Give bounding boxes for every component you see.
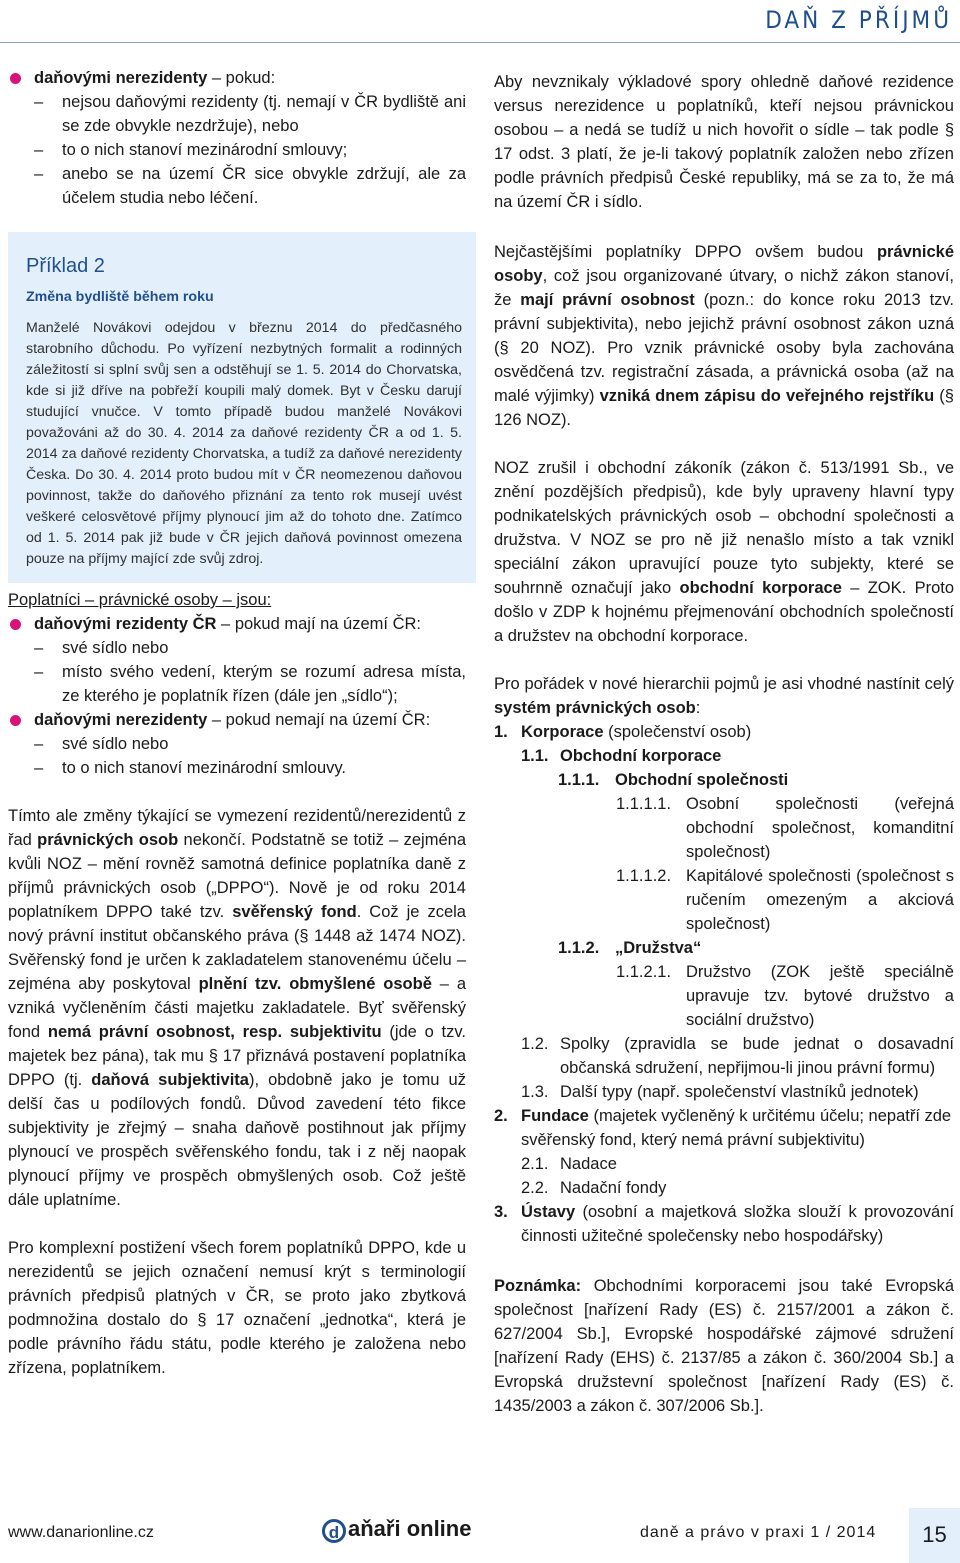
poplatnici-heading: Poplatníci – právnické osoby – jsou: — [8, 591, 272, 609]
footer-magazine: daně a právo v praxi 1 / 2014 — [640, 1524, 877, 1541]
example-subtitle: Změna bydliště během roku — [26, 289, 214, 305]
dash-item: – anebo se na území ČR sice obvykle zdržují, ale za účelem studia nebo léčení. — [8, 162, 466, 210]
logo-d-icon: d — [322, 1519, 346, 1543]
outline-item: 1.1.1.1. Osobní společnosti (veřejná obchodní společnost, komanditní společnost) — [616, 795, 954, 861]
paragraph-system: Pro pořádek v nové hierarchii pojmů je asi vhodné nastínit celý systém právnických osob: — [494, 675, 954, 717]
publisher-logo: d aňaři online — [322, 1516, 471, 1543]
outline-item: 1. Korporace (společenství osob) — [494, 723, 752, 741]
dash-item: – nejsou daňovými rezidenty (tj. nemají v ČR bydliště ani se zde obvykle nezdržuje), nebo — [8, 90, 466, 138]
note-paragraph: Poznámka: Obchodními korporacemi jsou také Evropská společnost [nařízení Rady (ES) č. 2157/2001 a zákon č. 627/2004 Sb.], Evropské hospodářské zájmové sdružení [nařízení Rady (EHS) č. 2137/85 a zákon č. 360/2004 Sb.] a Evropská družstevní společnost [nařízení Rady (ES) č. 1435/2003 a zákon č. 307/2006 Sb.]. — [494, 1277, 954, 1415]
dash-item: – své sídlo nebo — [8, 636, 466, 660]
example-title: Příklad 2 — [26, 255, 105, 277]
example-text: Manželé Novákovi odejdou v březnu 2014 do předčasného starobního důchodu. Po vyřízení nezbytných formalit a rodinných záležitostí si splní svůj sen a odstěhují se 1. 5. 2014 do Chorvatska, kde si již dříve na pobřeží koupili malý domek. Byt v Česku darují studující vnučce. V tomto případě budou manželé Novákovi považováni až do 30. 4. 2014 za daňové rezidenty ČR a od 1. 5. 2014 za daňové rezidenty Chorvatska, a tudíž za daňové nerezidenty Česka. Do 30. 4. 2014 proto budou mít v ČR neomezenou daňovou povinnost, takže do daňového přiznání za tento rok musejí uvést veškeré celosvětové příjmy plynoucí jim až do tohoto dne. Zatímco od 1. 5. 2014 pak již bude v ČR jejich daňová povinnost omezena pouze na příjmy mající zde svůj zdroj. — [26, 320, 462, 567]
bullet-nonresidents-individuals: daňovými nerezidenty – pokud: — [8, 66, 466, 90]
left-column-lower — [8, 588, 466, 1380]
outline-item: 2. Fundace (majetek vyčleněný k určitému účelu; nepatří zde svěřenský fond, který nemá právní subjektivitu) — [494, 1107, 952, 1149]
paragraph-trust-fund: Tímto ale změny týkající se vymezení rezidentů/nerezidentů z řad právnických osob nekončí. Podstatně se totiž – zejména kvůli NOZ – mění rovněž samotná definice poplatníka daně z příjmů právnických osob („DPPO“). Nově je od roku 2014 poplatníkem DPPO také tzv. svěřenský fond. Což je zcela nový právní institut občanského práva (§ 1448 až 1474 NOZ). Svěřenský fond je určen k zakladatelem stanovenému účelu – zejména aby poskytoval plnění tzv. obmyšlené osobě – a vzniká vyčleněním části majetku zakladatele. Byť svěřenský fond nemá právní osobnost, resp. subjektivitu (jde o tzv. majetek bez pána), tak mu § 17 přiznává postavení poplatníka DPPO (tj. daňová subjektivita), obdobně jako je tomu už delší čas u podílových fondů. Důvod zavedení této fikce subjektivity je zřejmý – snaha daňově postihnout jak příjmy plynoucí ve prospěch svěřenského fondu, tak i z něj naopak plynoucí příjmy ve prospěch obmyšlených osob. Což ještě dále uplatníme. — [8, 807, 466, 1209]
outline-item: 1.2. Spolky (zpravidla se bude jednat o dosavadní občanská sdružení, nepřijmou-li jinou právní formu) — [521, 1035, 954, 1077]
outline-item: 1.1.2. „Družstva“ — [558, 939, 702, 957]
outline-item: 1.1.2.1. Družstvo (ZOK ještě speciálně upravuje tzv. bytové družstvo a sociální družstvo) — [616, 963, 954, 1029]
outline-item: 1.3. Další typy (např. společenství vlastníků jednotek) — [521, 1083, 919, 1101]
outline-item: 3. Ústavy (osobní a majetková složka slouží k provozování činnosti užitečné společensky nebo hospodářsky) — [494, 1203, 954, 1245]
left-column — [8, 66, 466, 210]
example-box — [8, 232, 476, 583]
paragraph-jednotka: Pro komplexní postižení všech forem poplatníků DPPO, kde u nerezidentů se jejich označení nemusí krýt s terminologií právních předpisů platných v ČR, se proto jako zbytková podmnožina dostalo do § 17 označení „jednotka“, která je podle právního řádu státu, podle kterého je založena nebo zřízena, poplatníkem. — [8, 1239, 466, 1377]
section-title: DAŇ Z PŘÍJMŮ — [765, 6, 952, 34]
outline-item: 2.1. Nadace — [521, 1155, 617, 1173]
dash-item: – to o nich stanoví mezinárodní smlouvy. — [8, 756, 466, 780]
bullet-nonresidents-legal: daňovými nerezidenty – pokud nemají na území ČR: — [8, 708, 466, 732]
outline-item: 2.2. Nadační fondy — [521, 1179, 667, 1197]
bullet-residents-legal: daňovými rezidenty ČR – pokud mají na území ČR: — [8, 612, 466, 636]
outline-item: 1.1.1. Obchodní společnosti — [558, 771, 789, 789]
outline-item: 1.1. Obchodní korporace — [521, 747, 722, 765]
dash-item: – své sídlo nebo — [8, 732, 466, 756]
page-number: 15 — [909, 1508, 960, 1563]
paragraph-legal-persons: Nejčastějšími poplatníky DPPO ovšem budou právnické osoby, což jsou organizované útvary, o nichž zákon stanoví, že mají právní osobnost (pozn.: do konce roku 2013 tzv. právní subjektivita), nebo jejichž právní osobnost zákon uzná (§ 20 NOZ). Pro vznik právnické osoby byla zachována osvědčená tzv. registrační zásada, a právnická osoba (až na malé výjimky) vzniká dnem zápisu do veřejného rejstříku (§ 126 NOZ). — [494, 243, 955, 429]
paragraph-zok: NOZ zrušil i obchodní zákoník (zákon č. 513/1991 Sb., ve znění pozdějších předpisů), kde byly upraveny hlavní typy podnikatelských právnických osob – obchodní společnosti a družstva. V NOZ se pro ně již nenašlo místo a tak vznikl speciální zákon upravující pouze tyto subjekty, které se souhrnně označují jako obchodní korporace – ZOK. Proto došlo v ZDP k hojnému přejmenování obchodních společností a družstev na obchodní korporace. — [494, 459, 955, 645]
outline-item: 1.1.1.2. Kapitálové společnosti (společnost s ručením omezeným a akciová společnost) — [616, 867, 954, 933]
dash-item: – to o nich stanoví mezinárodní smlouvy; — [8, 138, 466, 162]
right-column — [494, 70, 954, 1418]
header-rule — [0, 42, 960, 43]
dash-item: – místo svého vedení, kterým se rozumí adresa místa, ze kterého je poplatník řízen (dále jen „sídlo“); — [8, 660, 466, 708]
footer-url[interactable]: www.danarionline.cz — [8, 1524, 154, 1541]
paragraph-seat: Aby nevznikaly výkladové spory ohledně daňové rezidence versus nerezidence u poplatníků, kteří nejsou právnickou osobou – a nedá se tudíž u nich hovořit o sídle – tak podle § 17 odst. 3 platí, že je-li takový poplatník založen nebo zřízen podle právních předpisů České republiky, má se za to, že má na území ČR i sídlo. — [494, 73, 954, 211]
legal-persons-outline — [494, 720, 954, 1248]
